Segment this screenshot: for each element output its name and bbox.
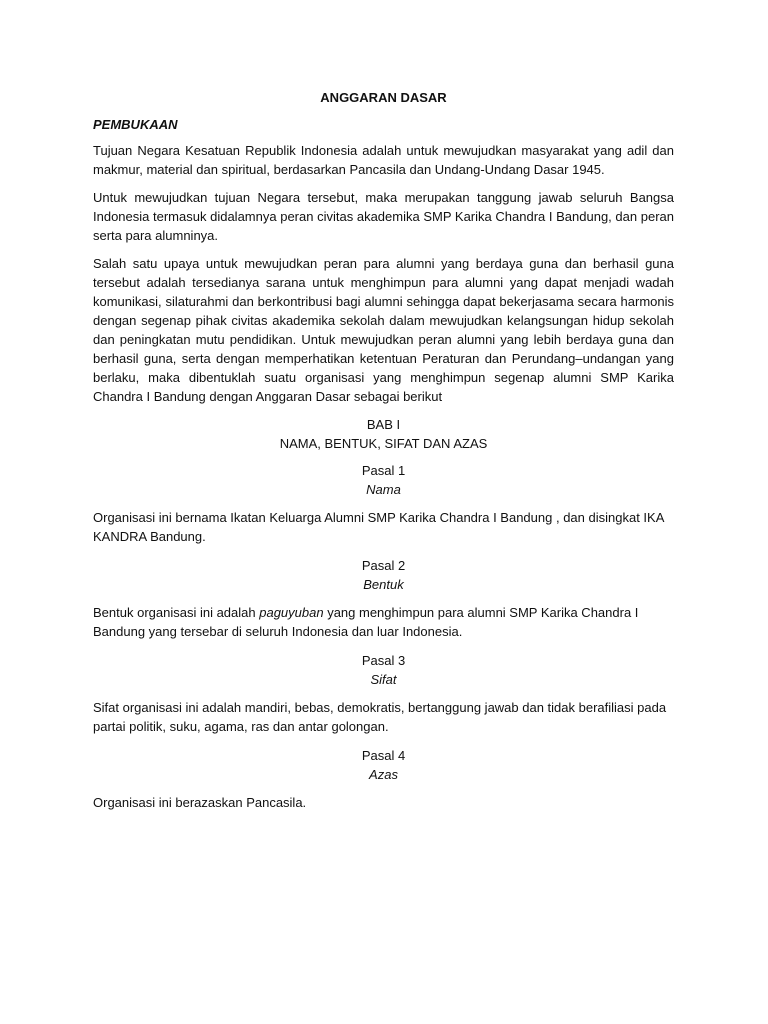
preamble-heading: PEMBUKAAN bbox=[93, 117, 178, 132]
article-body-text: yang menghimpun para alumni SMP Karika Chandra I Bandung yang tersebar di seluruh Indonesia dan luar Indonesia. bbox=[93, 605, 639, 639]
article-body-text: Bentuk organisasi ini adalah bbox=[93, 605, 260, 620]
preamble-paragraph-1: Tujuan Negara Kesatuan Republik Indonesia adalah untuk mewujudkan masyarakat yang adil dan makmur, material dan spiritual, berdasarkan Pancasila dan Undang-Undang Dasar 1945. bbox=[93, 143, 674, 177]
article-heading: Pasal 3 bbox=[361, 653, 406, 668]
article-subtitle: Sifat bbox=[370, 672, 397, 687]
article-2 bbox=[93, 556, 674, 641]
article-subtitle: Azas bbox=[369, 767, 398, 782]
article-body: Sifat organisasi ini adalah mandiri, bebas, demokratis, bertanggung jawab dan tidak berafiliasi pada partai politik, suku, agama, ras dan antar golongan. bbox=[93, 700, 667, 734]
document-page bbox=[93, 88, 674, 822]
article-4 bbox=[93, 746, 674, 812]
article-heading: Pasal 1 bbox=[361, 463, 406, 478]
article-body: Organisasi ini berazaskan Pancasila. bbox=[93, 795, 307, 810]
article-3 bbox=[93, 651, 674, 736]
article-subtitle: Nama bbox=[366, 482, 401, 497]
document-title: ANGGARAN DASAR bbox=[320, 90, 447, 105]
preamble-paragraph-3: Salah satu upaya untuk mewujudkan peran para alumni yang berdaya guna dan berhasil guna tersebut adalah tersedianya sarana untuk menghimpun para alumni yang dapat menjadi wadah komunikasi, silaturahmi dan berkontribusi bagi alumni sehingga dapat bekerjasama secara harmonis dengan segenap pihak civitas akademika sekolah dalam mewujudkan kelangsungan hidup sekolah dan peningkatan mutu pendidikan. Untuk mewujudkan peran alumni yang lebih berdaya guna dan berhasil guna, serta dengan memperhatikan ketentuan Peraturan dan Perundang–undangan yang berlaku, maka dibentuklah suatu organisasi yang menghimpun segenap alumni SMP Karika Chandra I Bandung dengan Anggaran Dasar sebagai berikut bbox=[93, 256, 674, 404]
preamble-paragraph-2: Untuk mewujudkan tujuan Negara tersebut, maka merupakan tanggung jawab seluruh Bangsa Indonesia termasuk didalamnya peran civitas akademika SMP Karika Chandra I Bandung, dan peran serta para alumninya. bbox=[93, 190, 674, 243]
article-1 bbox=[93, 461, 674, 546]
article-body-emphasis: paguyuban bbox=[259, 605, 324, 620]
article-subtitle: Bentuk bbox=[363, 577, 404, 592]
article-heading: Pasal 4 bbox=[361, 748, 406, 763]
chapter-number: BAB I bbox=[366, 417, 401, 432]
article-heading: Pasal 2 bbox=[361, 558, 406, 573]
article-body bbox=[93, 603, 674, 641]
chapter-title: NAMA, BENTUK, SIFAT DAN AZAS bbox=[279, 436, 488, 451]
article-body: Organisasi ini bernama Ikatan Keluarga Alumni SMP Karika Chandra I Bandung , dan disingkat IKA KANDRA Bandung. bbox=[93, 510, 664, 544]
